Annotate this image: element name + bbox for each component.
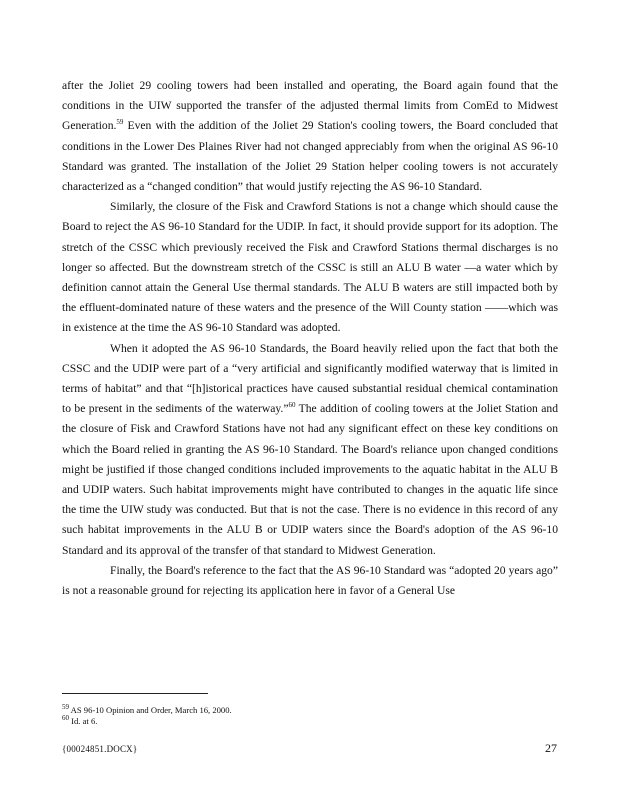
footnote-59 <box>62 705 482 716</box>
paragraph-text: The addition of cooling towers at the Joliet Station and the closure of Fisk and Crawford Stations have not had any significant effect on these key conditions on which the Board relied in granting the AS 96-10 Standard. The Board's reliance upon changed conditions might be justified if those changed conditions included improvements to the aquatic habitat in the ALU B and UDIP waters. Such habitat improvements might have contributed to changes in the aquatic life since the time the UIW study was conducted. But that is not the case. There is no evidence in this record of any such habitat improvements in the ALU B or UDIP waters since the Board's adoption of the AS 96-10 Standard and its approval of the transfer of that standard to Midwest Generation. <box>62 402 558 557</box>
paragraph-4 <box>62 561 558 601</box>
footnote-ref-59: 59 <box>116 118 124 127</box>
footnotes <box>62 705 482 727</box>
paragraph-1 <box>62 76 558 197</box>
footnote-separator <box>62 693 208 694</box>
page-number: 27 <box>545 741 557 755</box>
paragraph-text: after the Joliet 29 cooling towers had been installed and operating, the Board again found that the conditions in the UIW supported the transfer of the adjusted thermal limits from ComEd to Midwest Generation. <box>62 79 558 133</box>
paragraph-text: When it adopted the AS 96-10 Standards, the Board heavily relied upon the fact that both the CSSC and the UDIP were part of a “very artificial and significantly modified waterway that is limited in terms of habitat” and that “[h]istorical practices have caused substantial residual chemical contamination to be present in the sediments of the waterway.” <box>62 341 558 416</box>
paragraph-text: Finally, the Board's reference to the fact that the AS 96-10 Standard was “adopted 20 years ago” is not a reasonable ground for rejecting its application here in favor of a General Use <box>62 563 558 598</box>
footnote-text: Id. at 6. <box>69 716 98 726</box>
paragraph-3 <box>62 339 558 561</box>
paragraph-text: Even with the addition of the Joliet 29 Station's cooling towers, the Board concluded that conditions in the Lower Des Plaines River had not changed appreciably from when the original AS 96-10 Standard was granted. The installation of the Joliet 29 Station helper cooling towers is not accurately characterized as a “changed condition” that would justify rejecting the AS 96-10 Standard. <box>62 119 558 194</box>
body-text <box>62 76 558 601</box>
footnote-number: 60 <box>62 714 69 723</box>
footnote-number: 59 <box>62 703 69 712</box>
paragraph-text: Similarly, the closure of the Fisk and Crawford Stations is not a change which should cause the Board to reject the AS 96-10 Standard for the UDIP. In fact, it should provide support for its adoption. The stretch of the CSSC which previously received the Fisk and Crawford Stations thermal discharges is no longer so affected. But the downstream stretch of the CSSC is still an ALU B water —a water which by definition cannot attain the General Use thermal standards. The ALU B waters are still impacted both by the effluent-dominated nature of these waters and the presence of the Will County station ——which was in existence at the time the AS 96-10 Standard was adopted. <box>62 200 558 335</box>
paragraph-2 <box>62 197 558 338</box>
footnote-ref-60: 60 <box>288 401 296 410</box>
footnote-60 <box>62 716 482 727</box>
footnote-text: AS 96-10 Opinion and Order, March 16, 2000. <box>69 705 232 715</box>
document-id: {00024851.DOCX} <box>62 744 138 754</box>
